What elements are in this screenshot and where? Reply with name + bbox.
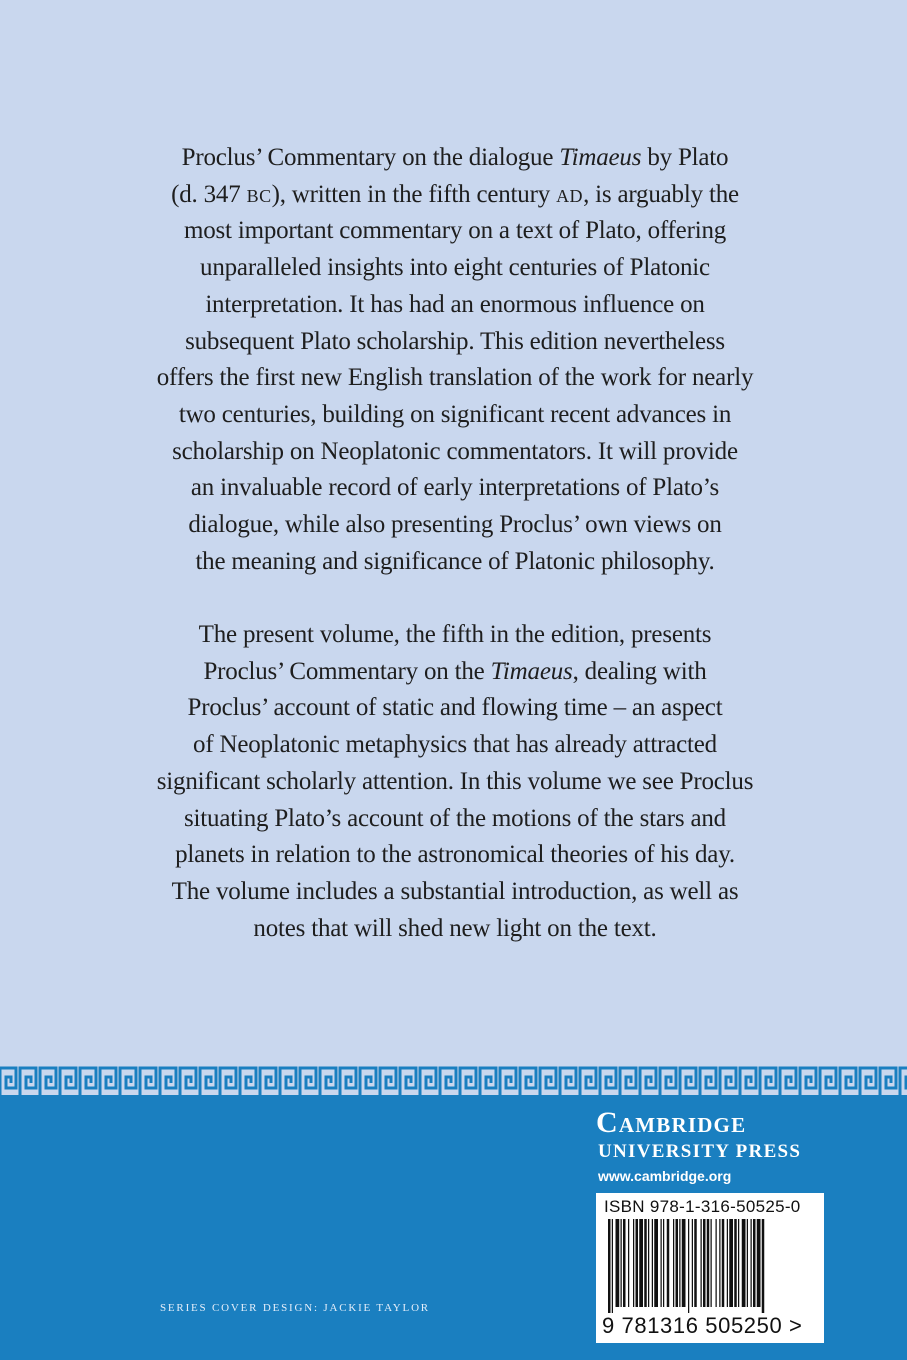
barcode-bar (707, 1219, 710, 1307)
barcode-bar (762, 1219, 765, 1313)
blurb-line: of Neoplatonic metaphysics that has already attracted (193, 731, 717, 759)
blurb-line: scholarship on Neoplatonic commentators. It will provide (172, 437, 738, 465)
meander-segment (740, 1068, 756, 1096)
meander-segment (860, 1068, 876, 1096)
barcode-bar (747, 1219, 748, 1307)
blurb-paragraph-1 (110, 140, 800, 580)
meander-segment (500, 1068, 516, 1096)
barcode-bar (639, 1219, 643, 1307)
blurb-line: notes that will shed new light on the text. (253, 914, 657, 942)
small-caps-era: bc (246, 180, 272, 208)
meander-segment (560, 1068, 576, 1096)
barcode-panel (596, 1193, 824, 1343)
meander-segment (760, 1068, 776, 1096)
blurb-line: significant scholarly attention. In this volume we see Proclus (156, 767, 754, 795)
meander-segment (360, 1068, 376, 1096)
barcode-bar (673, 1219, 674, 1307)
meander-segment (380, 1068, 396, 1096)
blurb-line: an invaluable record of early interpretations of Plato’s (190, 474, 720, 502)
barcode-bar (734, 1219, 737, 1307)
meander-segment (800, 1068, 816, 1096)
barcode-bar (757, 1219, 761, 1307)
barcode-bar (621, 1219, 622, 1307)
barcode-bar (692, 1219, 693, 1307)
meander-segment (300, 1068, 316, 1096)
barcode-bar (751, 1219, 752, 1307)
blurb-line: Proclus’ Commentary on the Timaeus, dealing with (203, 657, 707, 685)
barcode-icon (604, 1219, 816, 1313)
barcode-bar (667, 1219, 670, 1307)
meander-segment (320, 1068, 336, 1096)
meander-segment (0, 1068, 16, 1096)
meander-segment (640, 1068, 656, 1096)
barcode-bar (623, 1219, 626, 1307)
meander-segment (260, 1068, 276, 1096)
meander-segment (460, 1068, 476, 1096)
barcode-bar (652, 1219, 653, 1307)
meander-segment (240, 1068, 256, 1096)
greek-key-pattern-icon (0, 1064, 907, 1100)
meander-segment (200, 1068, 216, 1096)
barcode-bar (694, 1219, 697, 1307)
blurb-line: dialogue, while also presenting Proclus’ own views on (188, 511, 722, 539)
blurb-line: Proclus’ account of static and flowing time – an aspect (187, 694, 723, 722)
publisher-name: Cambridge (596, 1106, 747, 1139)
barcode-bar (608, 1219, 611, 1313)
blurb-line: two centuries, building on significant recent advances in (178, 400, 732, 428)
meander-segment (440, 1068, 456, 1096)
meander-segment (660, 1068, 676, 1096)
barcode-bar (633, 1219, 634, 1307)
meander-segment (480, 1068, 496, 1096)
barcode-bar (661, 1219, 662, 1307)
meander-segment (40, 1068, 56, 1096)
meander-segment (580, 1068, 596, 1096)
barcode-bar (716, 1219, 717, 1307)
blurb-line: offers the first new English translation of the work for nearly (156, 364, 754, 392)
barcode-bar (729, 1219, 733, 1307)
meander-segment (540, 1068, 556, 1096)
meander-segment (100, 1068, 116, 1096)
meander-segment (840, 1068, 856, 1096)
barcode-bar (612, 1219, 613, 1313)
barcode-bar (648, 1219, 649, 1307)
barcode-bar (682, 1219, 686, 1307)
meander-segment (120, 1068, 136, 1096)
publisher-url: www.cambridge.org (598, 1168, 732, 1184)
blurb-line: most important commentary on a text of Plato, offering (183, 217, 727, 245)
blurb-line: situating Plato’s account of the motions of the stars and (184, 804, 726, 832)
cover-design-credit: SERIES COVER DESIGN: JACKIE TAYLOR (160, 1302, 430, 1314)
barcode-bar (753, 1219, 756, 1307)
blurb-paragraph-2 (110, 617, 800, 947)
blurb-line: unparalleled insights into eight centuries of Platonic (200, 254, 710, 282)
publisher-press: UNIVERSITY PRESS (598, 1141, 802, 1162)
barcode-bar (727, 1219, 728, 1307)
barcode-digits: 9 781316 505250 > (602, 1313, 803, 1338)
barcode-bar (711, 1219, 712, 1307)
blurb-line: the meaning and significance of Platonic philosophy. (195, 547, 715, 575)
barcode-bar (679, 1219, 680, 1307)
meander-segment (780, 1068, 796, 1096)
italic-title: Timaeus (559, 144, 642, 171)
meander-segment (60, 1068, 76, 1096)
meander-segment (820, 1068, 836, 1096)
barcode-bar (676, 1219, 679, 1307)
greek-key-border (0, 1064, 907, 1100)
meander-segment (340, 1068, 356, 1096)
barcode-bar (644, 1219, 647, 1307)
meander-segment (880, 1068, 896, 1096)
barcode-bar (636, 1219, 639, 1307)
barcode-bar (742, 1219, 746, 1307)
barcode-bar (719, 1219, 720, 1307)
meander-segment (220, 1068, 236, 1096)
barcode-bar (663, 1219, 664, 1307)
barcode-bar (722, 1219, 725, 1307)
meander-segment (400, 1068, 416, 1096)
barcode-bar (688, 1219, 689, 1313)
italic-title: Timaeus (490, 657, 573, 685)
blurb-line: The present volume, the fifth in the edition, presents (198, 621, 712, 648)
blurb-line: The volume includes a substantial introduction, as well as (171, 877, 739, 905)
barcode-bar (738, 1219, 739, 1307)
meander-segment (20, 1068, 36, 1096)
barcode-bar (654, 1219, 658, 1307)
blurb-line: Proclus’ Commentary on the dialogue Timaeus by Plato (181, 144, 729, 171)
meander-segment (80, 1068, 96, 1096)
barcode-bar (701, 1219, 702, 1307)
meander-segment (160, 1068, 176, 1096)
meander-segment (520, 1068, 536, 1096)
barcode-bar (628, 1219, 629, 1307)
barcode-bar (616, 1219, 620, 1307)
meander-segment (680, 1068, 696, 1096)
barcode-bar (703, 1219, 706, 1307)
meander-segment (620, 1068, 636, 1096)
meander-segment (420, 1068, 436, 1096)
meander-segment (720, 1068, 736, 1096)
meander-segment (700, 1068, 716, 1096)
meander-segment (280, 1068, 296, 1096)
small-caps-era: ad (556, 180, 584, 208)
blurb-line: interpretation. It has had an enormous influence on (205, 290, 705, 318)
meander-segment (180, 1068, 196, 1096)
blurb-line: (d. 347 bc), written in the fifth century ad, is arguably the (171, 180, 739, 208)
isbn-label: ISBN 978-1-316-50525-0 (604, 1197, 801, 1216)
blurb-line: planets in relation to the astronomical theories of his day. (175, 841, 735, 869)
meander-segment (900, 1068, 907, 1096)
meander-segment (140, 1068, 156, 1096)
blurb-line: subsequent Plato scholarship. This edition nevertheless (185, 327, 725, 355)
meander-segment (600, 1068, 616, 1096)
